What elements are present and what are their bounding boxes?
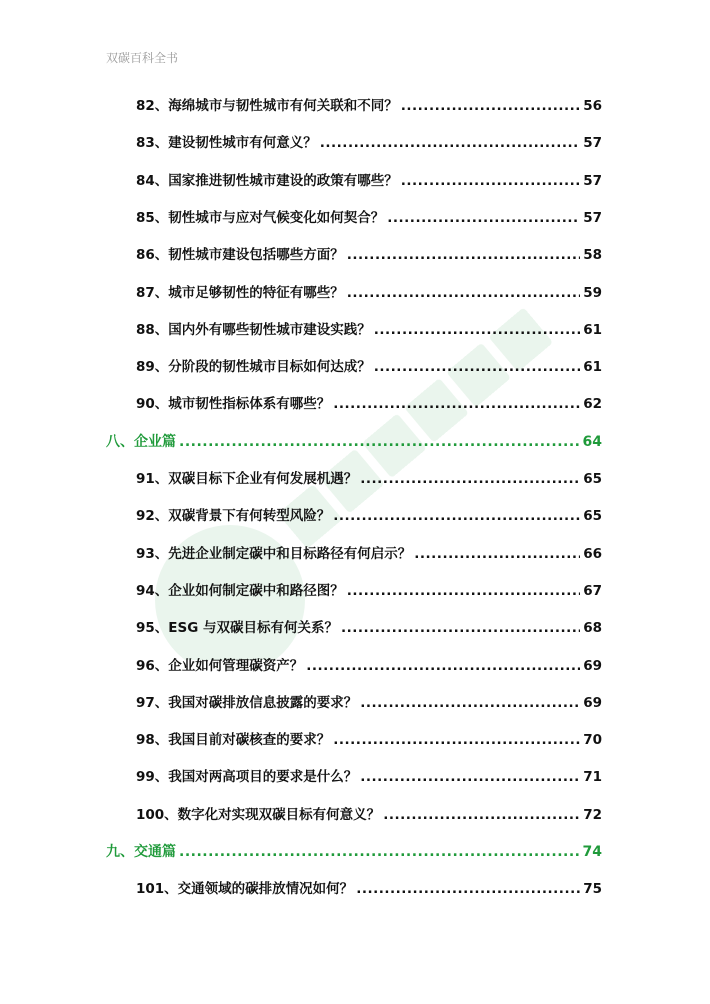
toc-label: 99、我国对两高项目的要求是什么？ [136, 769, 358, 786]
toc-leader-dots [333, 506, 580, 526]
toc-page-number: 65 [583, 508, 602, 525]
toc-label: 97、我国对碳排放信息披露的要求？ [136, 694, 358, 711]
book-title-header: 双碳百科全书 [106, 51, 179, 65]
toc-label: 96、企业如何管理碳资产？ [136, 657, 304, 674]
toc-leader-dots [333, 730, 580, 750]
toc-page-number: 57 [583, 135, 602, 152]
toc-label: 100、数字化对实现双碳目标有何意义？ [136, 806, 381, 823]
toc-label: 87、城市足够韧性的特征有哪些？ [136, 284, 344, 301]
toc-chapter[interactable] [106, 432, 602, 452]
toc-entry[interactable] [136, 730, 602, 750]
toc-page-number: 74 [582, 844, 602, 860]
toc-leader-dots [383, 805, 580, 825]
toc-page-number: 69 [583, 694, 602, 711]
toc-leader-dots [374, 320, 580, 340]
toc-page-number: 62 [583, 396, 602, 413]
toc-leader-dots [387, 208, 580, 228]
toc-page-number: 70 [583, 732, 602, 749]
toc-leader-dots [306, 656, 580, 676]
toc-label: 九、交通篇 [106, 844, 176, 860]
toc-leader-dots [341, 618, 580, 638]
toc-page-number: 57 [583, 209, 602, 226]
toc-page-number: 65 [583, 471, 602, 487]
toc-leader-dots [356, 879, 580, 899]
toc-label: 八、企业篇 [106, 433, 176, 450]
toc-leader-dots [320, 133, 580, 153]
toc-chapter[interactable] [106, 842, 602, 862]
toc-label: 85、韧性城市与应对气候变化如何契合？ [136, 209, 385, 226]
toc-entry[interactable] [136, 394, 602, 414]
toc-label: 98、我国目前对碳核查的要求？ [136, 732, 331, 749]
toc-page-number: 56 [583, 98, 602, 114]
toc-leader-dots [179, 432, 580, 452]
toc-entry[interactable] [136, 171, 602, 191]
toc-page-number: 64 [582, 433, 602, 450]
toc-label: 86、韧性城市建设包括哪些方面？ [136, 247, 344, 264]
toc-entry[interactable] [136, 320, 602, 340]
toc-leader-dots [360, 767, 580, 787]
toc-label: 90、城市韧性指标体系有哪些？ [136, 396, 331, 413]
toc-entry[interactable] [136, 245, 602, 265]
toc-entry[interactable] [136, 693, 602, 713]
toc-label: 82、海绵城市与韧性城市有何关联和不同？ [136, 98, 398, 114]
toc-page-number: 72 [583, 806, 602, 823]
toc-leader-dots [347, 245, 580, 265]
toc-entry[interactable] [136, 133, 602, 153]
toc-entry[interactable] [136, 581, 602, 601]
toc-entry[interactable] [136, 544, 602, 564]
toc-page-number: 59 [583, 284, 602, 301]
toc-entry[interactable] [136, 767, 602, 787]
toc-leader-dots [401, 96, 580, 116]
toc-leader-dots [414, 544, 580, 564]
toc-entry[interactable] [136, 469, 602, 489]
toc-leader-dots [333, 394, 580, 414]
toc-label: 101、交通领域的碳排放情况如何？ [136, 881, 354, 898]
toc-label: 92、双碳背景下有何转型风险？ [136, 508, 331, 525]
toc-entry[interactable] [136, 506, 602, 526]
toc-leader-dots [347, 581, 580, 601]
toc-entry[interactable] [136, 656, 602, 676]
toc-page-number: 66 [583, 545, 602, 562]
toc-label: 91、双碳目标下企业有何发展机遇？ [136, 471, 358, 487]
toc-label: 83、建设韧性城市有何意义？ [136, 135, 317, 152]
toc-label: 93、先进企业制定碳中和目标路径有何启示？ [136, 545, 412, 562]
toc-leader-dots [360, 693, 580, 713]
toc-entry[interactable] [136, 805, 602, 825]
toc-label: 94、企业如何制定碳中和路径图？ [136, 582, 344, 599]
toc-page-number: 61 [583, 359, 602, 376]
toc-label: 89、分阶段的韧性城市目标如何达成？ [136, 359, 371, 376]
toc-page-number: 58 [583, 247, 602, 264]
toc-page-number: 75 [583, 881, 602, 898]
toc-page-number: 68 [583, 620, 602, 637]
toc-page-number: 67 [583, 582, 602, 599]
toc-leader-dots [374, 357, 580, 377]
toc-leader-dots [360, 469, 580, 489]
toc-entry[interactable] [136, 96, 602, 116]
toc-leader-dots [347, 283, 580, 303]
toc-leader-dots [401, 171, 580, 191]
toc-label: 88、国内外有哪些韧性城市建设实践？ [136, 321, 371, 338]
toc-entry[interactable] [136, 879, 602, 899]
toc-entry[interactable] [136, 208, 602, 228]
toc-page-number: 69 [583, 657, 602, 674]
toc-label: 95、ESG 与双碳目标有何关系？ [136, 620, 339, 637]
toc-entry[interactable] [136, 357, 602, 377]
toc-label: 84、国家推进韧性城市建设的政策有哪些？ [136, 172, 398, 189]
toc-page-number: 57 [583, 172, 602, 189]
toc-page-number: 71 [583, 769, 602, 786]
toc-page-number: 61 [583, 321, 602, 338]
toc-leader-dots [179, 842, 580, 862]
toc-entry[interactable] [136, 283, 602, 303]
toc-entry[interactable] [136, 618, 602, 638]
